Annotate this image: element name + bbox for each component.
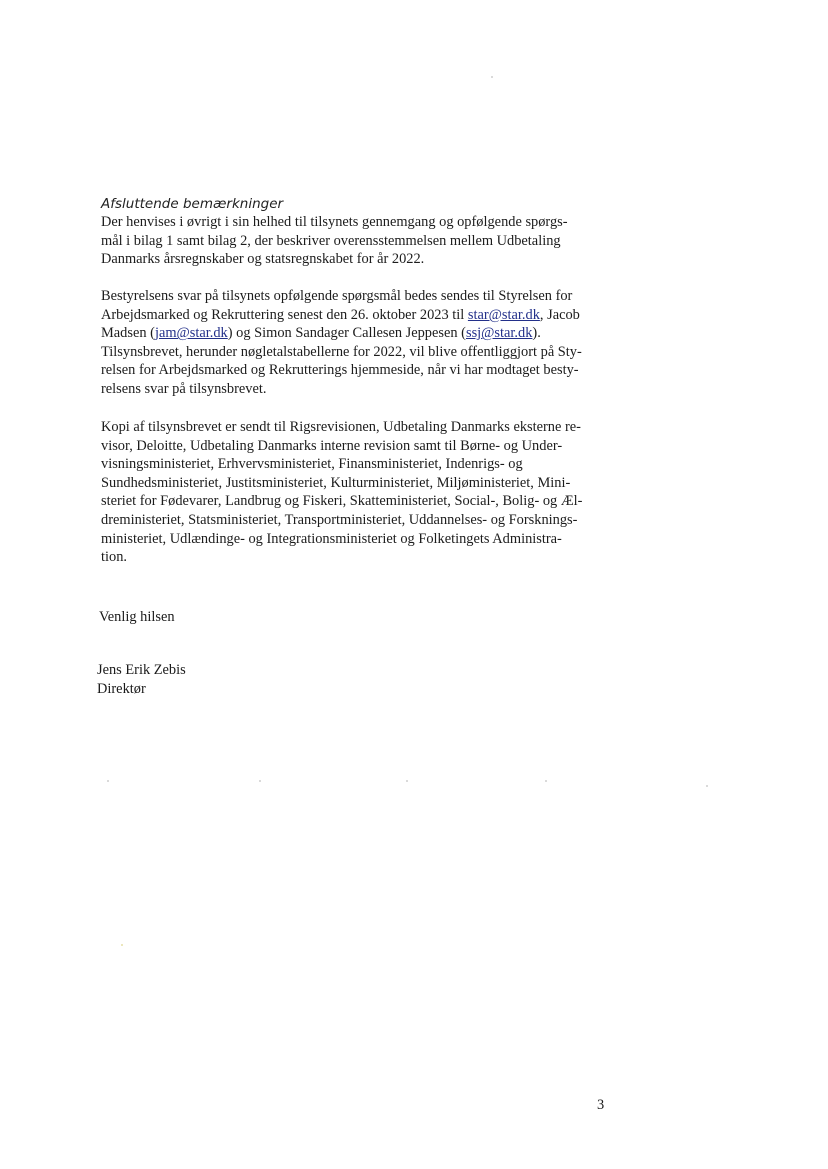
signer-name: Jens Erik Zebis bbox=[97, 662, 186, 678]
text-line: steriet for Fødevarer, Landbrug og Fiskeri, Skatteministeriet, Social-, Bolig- og Æl- bbox=[101, 493, 583, 510]
text-line: mål i bilag 1 samt bilag 2, der beskriver overensstemmelsen mellem Udbetaling bbox=[101, 232, 561, 249]
text-fragment: ) og Simon Sandager Callesen Jeppesen ( bbox=[227, 325, 466, 342]
text-line: tion. bbox=[101, 549, 127, 566]
text-fragment: Madsen ( bbox=[101, 325, 155, 342]
scan-speck bbox=[491, 76, 493, 78]
text-line: dreministeriet, Statsministeriet, Transportministeriet, Uddannelses- og Forsknings- bbox=[101, 511, 578, 528]
paragraph-copy-recipients bbox=[101, 418, 621, 567]
page-number: 3 bbox=[597, 1097, 605, 1113]
text-line: Der henvises i øvrigt i sin helhed til tilsynets gennemgang og opfølgende spørgs- bbox=[101, 214, 568, 230]
text-line: Danmarks årsregnskaber og statsregnskabet for år 2022. bbox=[101, 251, 425, 268]
section-heading: Afsluttende bemærkninger bbox=[101, 196, 284, 212]
text-fragment: ). bbox=[532, 325, 541, 342]
text-line: ministeriet, Udlændinge- og Integrationsministeriet og Folketingets Administra- bbox=[101, 530, 562, 547]
scan-speck bbox=[259, 780, 261, 782]
text-line: visningsministeriet, Erhvervsministeriet, Finansministeriet, Indenrigs- og bbox=[101, 456, 523, 473]
text-line: Bestyrelsens svar på tilsynets opfølgende spørgsmål bedes sendes til Styrelsen for bbox=[101, 288, 573, 304]
text-line bbox=[101, 324, 621, 343]
text-fragment: , Jacob bbox=[539, 306, 580, 323]
text-line: visor, Deloitte, Udbetaling Danmarks interne revision samt til Børne- og Under- bbox=[101, 437, 563, 454]
scan-speck bbox=[406, 780, 408, 782]
scan-speck bbox=[121, 944, 123, 946]
scan-speck bbox=[107, 780, 109, 782]
text-fragment: Arbejdsmarked og Rekruttering senest den 26. oktober 2023 til bbox=[101, 306, 468, 323]
email-link-star[interactable]: star@star.dk bbox=[467, 306, 540, 323]
scan-speck bbox=[545, 780, 547, 782]
email-link-jam[interactable]: jam@star.dk bbox=[154, 325, 228, 342]
closing-greeting: Venlig hilsen bbox=[99, 609, 175, 625]
paragraph-response-request bbox=[101, 287, 621, 399]
signer-title: Direktør bbox=[97, 681, 146, 697]
text-line: Sundhedsministeriet, Justitsministeriet, Kulturministeriet, Miljøministeriet, Mini- bbox=[101, 474, 571, 491]
text-line: relsen for Arbejdsmarked og Rekrutterings hjemmeside, når vi har modtaget besty- bbox=[101, 362, 579, 379]
text-line: relsens svar på tilsynsbrevet. bbox=[101, 380, 267, 397]
scan-speck bbox=[706, 785, 708, 787]
paragraph-references bbox=[101, 213, 621, 269]
text-line: Kopi af tilsynsbrevet er sendt til Rigsrevisionen, Udbetaling Danmarks eksterne re- bbox=[101, 419, 581, 435]
text-line: Tilsynsbrevet, herunder nøgletalstabellerne for 2022, vil blive offentliggjort på Sty- bbox=[101, 343, 582, 360]
text-line bbox=[101, 306, 621, 325]
email-link-ssj[interactable]: ssj@star.dk bbox=[465, 325, 533, 342]
